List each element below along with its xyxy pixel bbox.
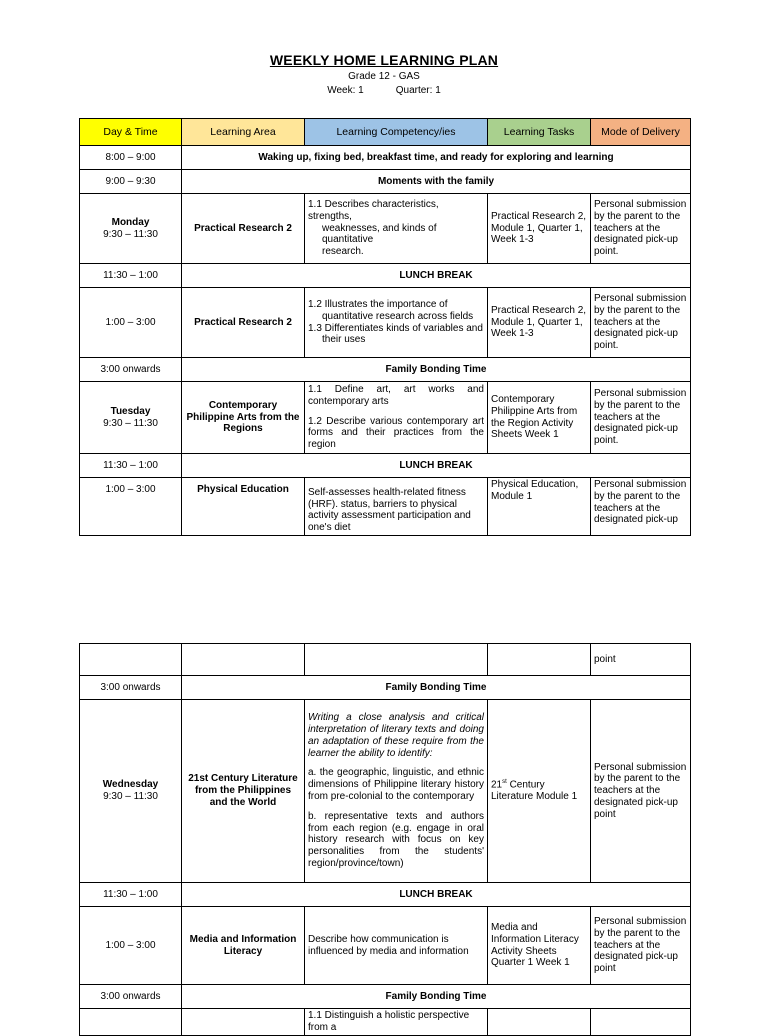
table-row — [80, 194, 691, 264]
day-time-cell — [80, 382, 182, 454]
table-header-row — [80, 119, 691, 146]
competency-cell — [305, 288, 488, 358]
week-label: Week: 1 — [327, 85, 364, 96]
delivery-cell: Personal submission by the parent to the teachers at the designated pick-up point. — [591, 382, 691, 454]
learning-task-cell: Media and Information Literacy Activity Sheets Quarter 1 Week 1 — [488, 907, 591, 985]
competency-line: 1.1 Describes characteristics, strengths, — [308, 199, 439, 222]
grade-label: Grade 12 - GAS — [348, 71, 420, 82]
learning-area-cell — [182, 1009, 305, 1036]
activity-cell: Family Bonding Time — [182, 676, 691, 700]
learning-task-cell: Practical Research 2, Module 1, Quarter 1, Week 1-3 — [488, 288, 591, 358]
table-row — [80, 382, 691, 454]
table-row — [80, 146, 691, 170]
delivery-cell: Personal submission by the parent to the teachers at the designated pick-up point. — [591, 288, 691, 358]
col-header-learning-area: Learning Area — [182, 119, 305, 146]
delivery-cell: Personal submission by the parent to the teachers at the designated pick-up — [591, 478, 691, 536]
time-cell: 9:00 – 9:30 — [80, 170, 182, 194]
time-cell: 3:00 onwards — [80, 676, 182, 700]
activity-cell: LUNCH BREAK — [182, 264, 691, 288]
competency-line: their uses — [322, 334, 366, 346]
day-label: Wednesday — [102, 779, 159, 791]
competency-cell: 1.1 Distinguish a holistic perspective from a — [305, 1009, 488, 1036]
time-label: 9:30 – 11:30 — [103, 228, 158, 240]
learning-area-cell: Physical Education — [182, 478, 305, 536]
col-header-day-time: Day & Time — [80, 119, 182, 146]
col-header-competency: Learning Competency/ies — [305, 119, 488, 146]
learning-area-cell — [182, 644, 305, 676]
table-row — [80, 1009, 691, 1036]
time-label: 9:30 – 11:30 — [103, 417, 158, 429]
competency-intro: Writing a close analysis and critical interpretation of literary texts and doing an adaptation of these require from the learner the ability to identify: — [308, 712, 484, 759]
time-cell: 11:30 – 1:00 — [80, 454, 182, 478]
delivery-cell: point — [591, 644, 691, 676]
time-cell — [80, 644, 182, 676]
learning-task-cell — [488, 1009, 591, 1036]
competency-line: a. the geographic, linguistic, and ethnic dimensions of Philippine literary history from pre-colonial to the contemporary — [308, 767, 484, 802]
table-row — [80, 288, 691, 358]
competency-line: 1.3 Differentiates kinds of variables and — [308, 322, 483, 334]
quarter-label: Quarter: 1 — [395, 85, 441, 96]
day-label: Monday — [111, 216, 150, 228]
learning-plan-table-page2 — [79, 643, 691, 1036]
activity-cell: LUNCH BREAK — [182, 454, 691, 478]
col-header-mode-of-delivery: Mode of Delivery — [591, 119, 691, 146]
time-cell: 3:00 onwards — [80, 358, 182, 382]
time-cell: 11:30 – 1:00 — [80, 883, 182, 907]
task-superscript: st — [502, 779, 507, 786]
activity-cell: Family Bonding Time — [182, 985, 691, 1009]
delivery-cell: Personal submission by the parent to the teachers at the designated pick-up point. — [591, 194, 691, 264]
competency-line: 1.1 Define art, art works and contemporary arts — [308, 384, 484, 407]
competency-line: weaknesses, and kinds of quantitative — [322, 222, 437, 246]
activity-cell: Family Bonding Time — [182, 358, 691, 382]
competency-cell — [305, 194, 488, 264]
activity-cell: Moments with the family — [182, 170, 691, 194]
table-row — [80, 478, 691, 536]
table-row — [80, 883, 691, 907]
time-cell: 8:00 – 9:00 — [80, 146, 182, 170]
table-row — [80, 985, 691, 1009]
competency-cell: Describe how communication is influenced by media and information — [305, 907, 488, 985]
delivery-cell: Personal submission by the parent to the teachers at the designated pick-up point — [591, 907, 691, 985]
task-text: Century Literature Module 1 — [491, 779, 578, 803]
delivery-cell: Personal submission by the parent to the teachers at the designated pick-up point — [591, 700, 691, 883]
plan-title: WEEKLY HOME LEARNING PLAN — [269, 52, 499, 68]
competency-line: 1.2 Illustrates the importance of — [308, 298, 448, 310]
learning-task-cell — [488, 644, 591, 676]
time-cell — [80, 1009, 182, 1036]
learning-area-cell: Media and Information Literacy — [182, 907, 305, 985]
table-row — [80, 700, 691, 883]
competency-cell: Self-assesses health-related fitness (HRF). status, barriers to physical activity assessment participation and one's diet — [305, 478, 488, 536]
competency-line: 1.2 Describe various contemporary art forms and their practices from the region — [308, 415, 484, 451]
day-time-cell — [80, 194, 182, 264]
task-text: 21 — [491, 779, 503, 791]
table-row — [80, 644, 691, 676]
table-row — [80, 454, 691, 478]
competency-cell — [305, 700, 488, 883]
time-label: 9:30 – 11:30 — [103, 791, 158, 802]
learning-area-cell: Contemporary Philippine Arts from the Regions — [182, 382, 305, 454]
activity-cell: Waking up, fixing bed, breakfast time, and ready for exploring and learning — [182, 146, 691, 170]
competency-line: b. representative texts and authors from each region (e.g. engage in oral history research with focus on key personalities from the students' region/province/town) — [308, 810, 484, 869]
learning-area-cell: 21st Century Literature from the Philippines and the World — [182, 700, 305, 883]
competency-cell — [305, 644, 488, 676]
learning-task-cell: Physical Education, Module 1 — [488, 478, 591, 536]
learning-task-cell: Contemporary Philippine Arts from the Region Activity Sheets Week 1 — [488, 382, 591, 454]
day-time-cell — [80, 700, 182, 883]
time-cell: 1:00 – 3:00 — [80, 478, 182, 536]
competency-line: quantitative research across fields — [322, 310, 474, 322]
time-cell: 11:30 – 1:00 — [80, 264, 182, 288]
activity-cell: LUNCH BREAK — [182, 883, 691, 907]
delivery-cell — [591, 1009, 691, 1036]
table-row — [80, 907, 691, 985]
learning-area-cell: Practical Research 2 — [182, 194, 305, 264]
time-cell: 1:00 – 3:00 — [80, 288, 182, 358]
competency-cell — [305, 382, 488, 454]
learning-plan-table-page1 — [79, 118, 691, 536]
week-quarter-line — [0, 85, 768, 96]
table-row — [80, 676, 691, 700]
table-row — [80, 264, 691, 288]
learning-area-cell: Practical Research 2 — [182, 288, 305, 358]
table-row — [80, 358, 691, 382]
day-label: Tuesday — [110, 405, 151, 417]
col-header-learning-tasks: Learning Tasks — [488, 119, 591, 146]
table-row — [80, 170, 691, 194]
learning-task-cell — [488, 700, 591, 883]
time-cell: 3:00 onwards — [80, 985, 182, 1009]
learning-task-cell: Practical Research 2, Module 1, Quarter 1, Week 1-3 — [488, 194, 591, 264]
competency-line: research. — [322, 246, 364, 258]
time-cell: 1:00 – 3:00 — [80, 907, 182, 985]
